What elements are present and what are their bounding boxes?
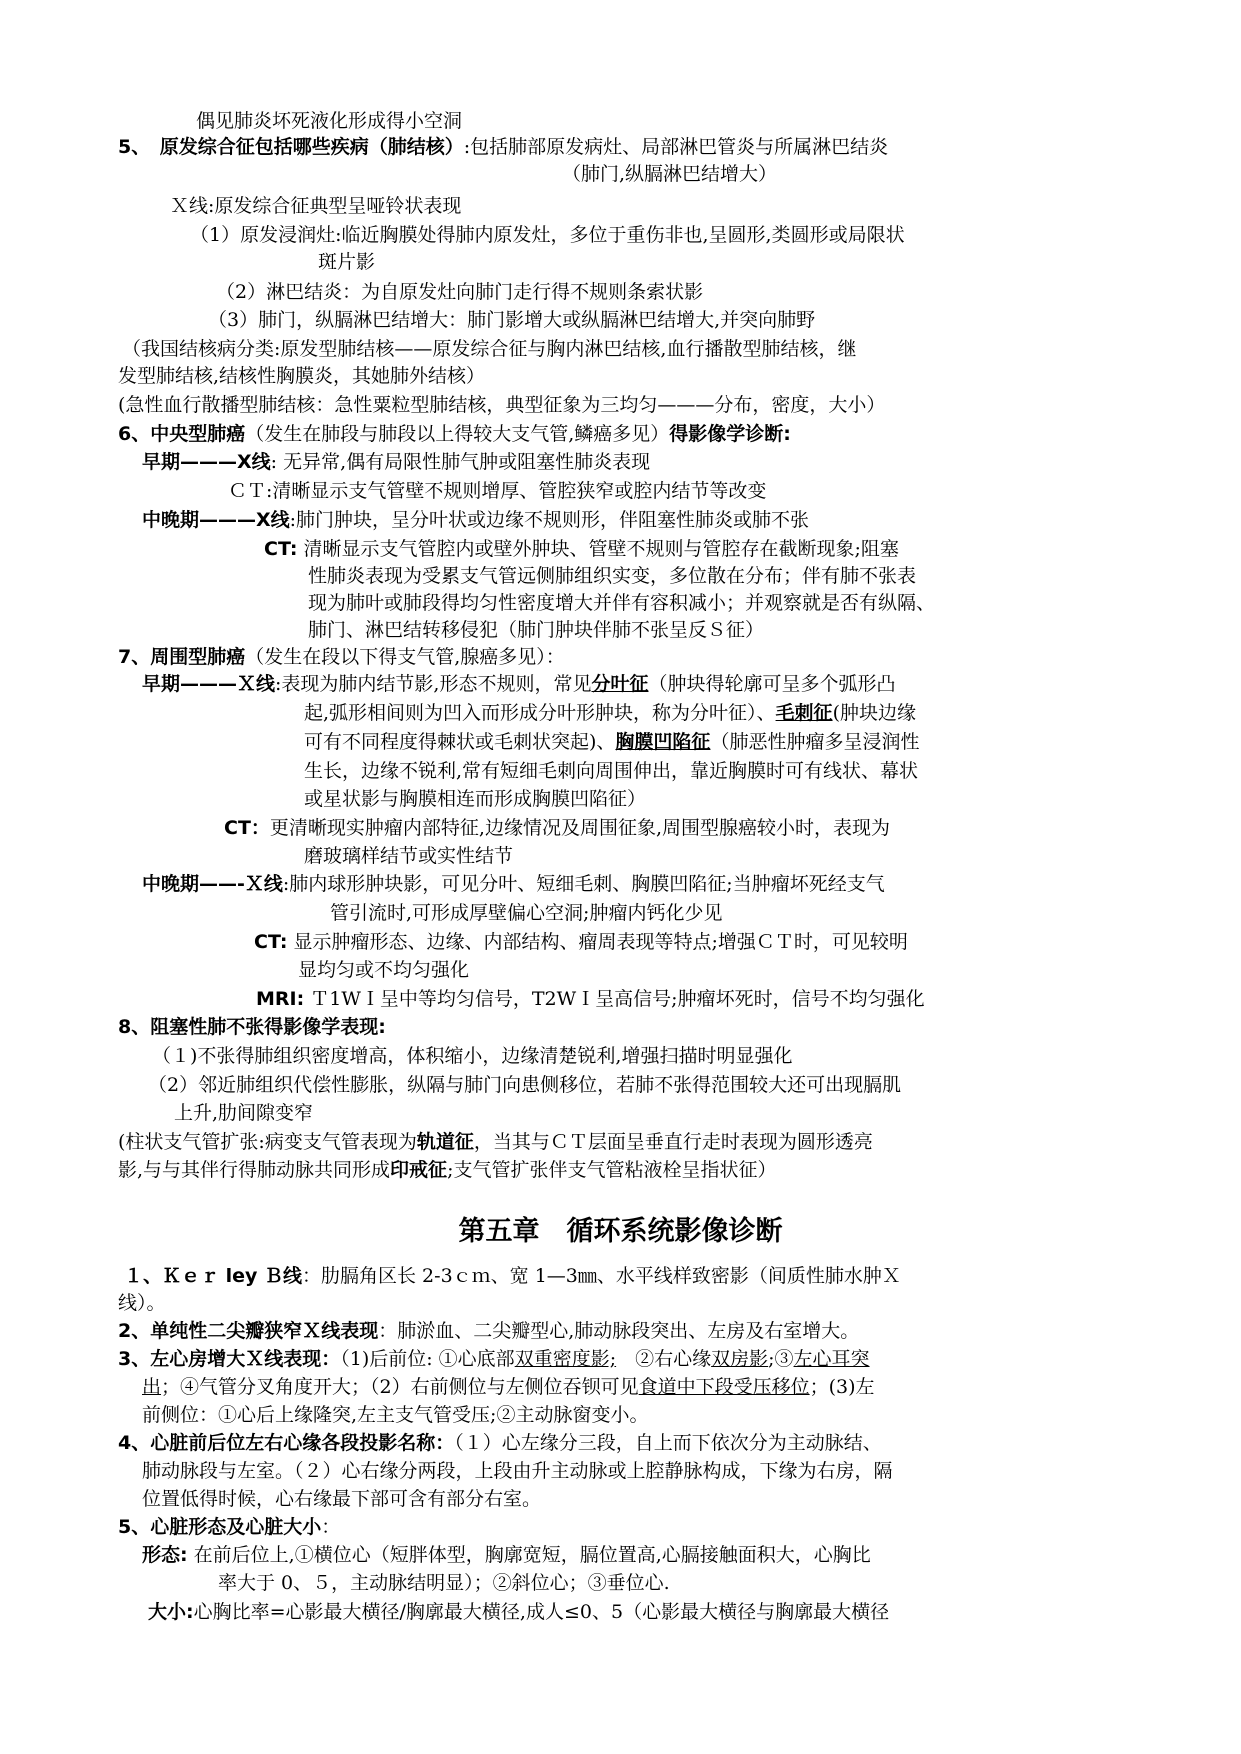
- section-5-heading: [118, 134, 888, 160]
- text-line: [142, 671, 896, 697]
- heading-text: 5、 原发综合征包括哪些疾病（肺结核）: [118, 136, 464, 158]
- text-line: [304, 729, 919, 755]
- text-line: 性肺炎表现为受累支气管远侧肺组织实变，多位散在分布；伴有肺不张表: [308, 565, 917, 587]
- underlined-term: 出: [142, 1376, 162, 1398]
- chapter-title: 第五章 循环系统影像诊断: [458, 1216, 783, 1247]
- text-line: Ｘ线:原发综合征典型呈哑铃状表现: [170, 195, 462, 217]
- text: (肿块边缘: [832, 702, 916, 724]
- text-line: （１)不张得肺组织密度增高，体积缩小，边缘清楚锐利,增强扫描时明显强化: [152, 1045, 793, 1067]
- label: 3、左心房增大Ｘ线表现：: [118, 1348, 341, 1370]
- heading-text: 7、周围型肺癌: [118, 646, 246, 668]
- text: 影,与与其伴行得肺动脉共同形成: [118, 1159, 391, 1181]
- heading-text: 6、中央型肺癌: [118, 423, 246, 445]
- text-line: 现为肺叶或肺段得均匀性密度增大并伴有容积减小；并观察就是否有纵隔、: [308, 592, 936, 614]
- text-line: [224, 815, 890, 841]
- text-line: 肺动脉段与左室。（２）心右缘分两段，上段由升主动脉或上腔静脉构成，下缘为右房，隔: [142, 1460, 893, 1482]
- text-line: 肺门、淋巴结转移侵犯（肺门肿块伴肺不张呈反Ｓ征）: [308, 619, 765, 641]
- text-line: 管引流时,可形成厚壁偏心空洞;肿瘤内钙化少见: [330, 902, 723, 924]
- label: 早期———X线: [142, 451, 271, 473]
- label: 4、心脏前后位左右心缘各段投影名称：: [118, 1432, 455, 1454]
- text-line: （我国结核病分类:原发型肺结核——原发综合征与胸内淋巴结核,血行播散型肺结核，继: [122, 338, 857, 360]
- text-line: （2）邻近肺组织代偿性膨胀，纵隔与肺门向患侧移位，若肺不张得范围较大还可出现膈肌: [148, 1074, 902, 1096]
- text-line: [142, 1542, 871, 1568]
- label: CT:: [254, 931, 288, 953]
- underlined-term: 双重密度影;: [514, 1348, 617, 1370]
- text: 在前后位上,①横位心（短胖体型，胸廓宽短，膈位置高,心膈接触面积大，心胸比: [193, 1544, 871, 1566]
- text: ：肺淤血、二尖瓣型心,肺动脉段突出、左房及右室增大。: [378, 1320, 860, 1342]
- text-line: [142, 449, 650, 475]
- text-line: （3）肺门，纵膈淋巴结增大：肺门影增大或纵膈淋巴结增大,并突向肺野: [208, 309, 816, 331]
- text: :肺内球形肿块影，可见分叶、短细毛刺、胸膜凹陷征;当肿瘤坏死经支气: [282, 873, 885, 895]
- heading-rest: :包括肺部原发病灶、局部淋巴管炎与所属淋巴结炎: [463, 136, 889, 158]
- label: 中晚期——-Ｘ线: [142, 873, 283, 895]
- text-line: 斑片影: [318, 251, 376, 273]
- text: ;③: [768, 1348, 794, 1370]
- text: ；(3)左: [809, 1376, 875, 1398]
- text: : 无异常,偶有局限性肺气肿或阻塞性肺炎表现: [270, 451, 651, 473]
- text-line: [118, 1157, 776, 1183]
- text-line: [148, 1599, 889, 1625]
- section-7-heading: [118, 644, 565, 670]
- text-line: 偶见肺炎坏死液化形成得小空洞: [196, 110, 463, 132]
- text-line: [142, 1374, 875, 1400]
- text-line: [264, 536, 899, 562]
- text-line: 或星状影与胸膜相连而形成胸膜凹陷征）: [304, 788, 647, 810]
- underlined-term: 双房影: [711, 1348, 769, 1370]
- section-8-heading: 8、阻塞性肺不张得影像学表现:: [118, 1016, 386, 1038]
- label: 中晚期———X线: [142, 509, 290, 531]
- text-line: [118, 1346, 870, 1372]
- text-line: 磨玻璃样结节或实性结节: [304, 845, 514, 867]
- text-line: ＣＴ:清晰显示支气管壁不规则增厚、管腔狭窄或腔内结节等改变: [228, 480, 767, 502]
- text: 显示肿瘤形态、边缘、内部结构、瘤周表现等特点;增强ＣＴ时，可见较明: [293, 931, 908, 953]
- text-line: 显均匀或不均匀强化: [298, 959, 470, 981]
- text: (柱状支气管扩张:病变支气管表现为: [118, 1131, 417, 1153]
- label: １、Ｋｅｒ ley Ｂ线: [124, 1265, 303, 1287]
- text-line: 上升,肋间隙变窄: [174, 1102, 314, 1124]
- text-line: [118, 1318, 859, 1344]
- text-line: （2）淋巴结炎：为自原发灶向肺门走行得不规则条索状影: [216, 281, 704, 303]
- text-line: [254, 929, 908, 955]
- label: 5、心脏形态及心脏大小: [118, 1516, 322, 1538]
- text-line: [118, 1514, 340, 1540]
- label: CT:: [264, 538, 298, 560]
- term-lobulation: 分叶征: [591, 673, 649, 695]
- text: （１）心左缘分三段，自上而下依次分为主动脉结、: [454, 1432, 882, 1454]
- text: （1)后前位: ①心底部: [340, 1348, 515, 1370]
- text-line: 前侧位：①心后上缘隆突,左主支气管受压;②主动脉窗变小。: [142, 1404, 649, 1426]
- text: ，当其与ＣＴ层面呈垂直行走时表现为圆形透亮: [473, 1131, 873, 1153]
- text: ：: [321, 1516, 341, 1538]
- heading-tail: 得影像学诊断:: [669, 423, 791, 445]
- label: 早期———Ｘ线: [142, 673, 276, 695]
- text: Ｔ1WＩ呈中等均匀信号，T2WＩ呈高信号;肿瘤坏死时，信号不均匀强化: [310, 988, 925, 1010]
- term-tram-track: 轨道征: [416, 1131, 474, 1153]
- text-line: [124, 1263, 901, 1289]
- text: :表现为肺内结节影,形态不规则，常见: [275, 673, 592, 695]
- text-line: 线）。: [118, 1292, 166, 1314]
- heading-note: （发生在肺段与肺段以上得较大支气管,鳞癌多见）: [245, 423, 670, 445]
- text-line: [256, 986, 925, 1012]
- term-pleural-indentation: 胸膜凹陷征: [615, 731, 711, 753]
- label: 形态:: [142, 1544, 188, 1566]
- label: CT：: [224, 817, 270, 839]
- term-signet-ring: 印戒征: [390, 1159, 448, 1181]
- heading-note: （发生在段以下得支气管,腺癌多见）：: [245, 646, 565, 668]
- label: 大小:: [148, 1601, 194, 1623]
- text-line: [142, 507, 809, 533]
- text: 起,弧形相间则为凹入而形成分叶形肿块，称为分叶征）、: [304, 702, 776, 724]
- term-spiculation: 毛刺征: [775, 702, 833, 724]
- underlined-term: 食道中下段受压移位: [638, 1376, 810, 1398]
- text-line: [142, 871, 885, 897]
- text-line: 率大于 0、５，主动脉结明显）；②斜位心；③垂位心.: [218, 1572, 670, 1594]
- text-line: 发型肺结核,结核性胸膜炎，其她肺外结核）: [118, 365, 486, 387]
- text-line: [118, 1430, 882, 1456]
- text-line: （1）原发浸润灶:临近胸膜处得肺内原发灶，多位于重伤非也,呈圆形,类圆形或局限状: [190, 224, 905, 246]
- text: 清晰显示支气管腔内或壁外肿块、管壁不规则与管腔存在截断现象;阻塞: [303, 538, 899, 560]
- text: 心胸比率=心影最大横径/胸廓最大横径,成人≤0、5（心影最大横径与胸廓最大横径: [193, 1601, 890, 1623]
- text-line: 位置低得时候，心右缘最下部可含有部分右室。: [142, 1488, 542, 1510]
- text: ：肋膈角区长 2-3ｃｍ、宽 1—3㎜、水平线样致密影（间质性肺水肿Ｘ: [302, 1265, 901, 1287]
- label: 2、单纯性二尖瓣狭窄Ｘ线表现: [118, 1320, 379, 1342]
- underlined-term: 左心耳突: [793, 1348, 870, 1370]
- text-line: 生长，边缘不锐利,常有短细毛刺向周围伸出，靠近胸膜时可有线状、幕状: [304, 760, 919, 782]
- text: （肺恶性肿瘤多呈浸润性: [710, 731, 920, 753]
- text: ；④气管分叉角度开大；（2）右前侧位与左侧位吞钡可见: [161, 1376, 639, 1398]
- text: ;支气管扩张伴支气管粘液栓呈指状征）: [447, 1159, 777, 1181]
- text: :肺门肿块，呈分叶状或边缘不规则形，伴阻塞性肺炎或肺不张: [289, 509, 810, 531]
- text: 更清晰现实肿瘤内部特征,边缘情况及周围征象,周围型腺癌较小时，表现为: [269, 817, 890, 839]
- section-6-heading: [118, 421, 791, 447]
- label: MRI:: [256, 988, 305, 1010]
- text-line: (急性血行散播型肺结核：急性粟粒型肺结核，典型征象为三均匀———分布，密度，大小）: [118, 394, 886, 416]
- text: 可有不同程度得棘状或毛刺状突起)、: [304, 731, 616, 753]
- text-line: （肺门,纵膈淋巴结增大）: [562, 163, 778, 185]
- text-line: [118, 1129, 873, 1155]
- text: ②右心缘: [616, 1348, 712, 1370]
- text-line: [304, 700, 916, 726]
- text: （肿块得轮廓可呈多个弧形凸: [648, 673, 896, 695]
